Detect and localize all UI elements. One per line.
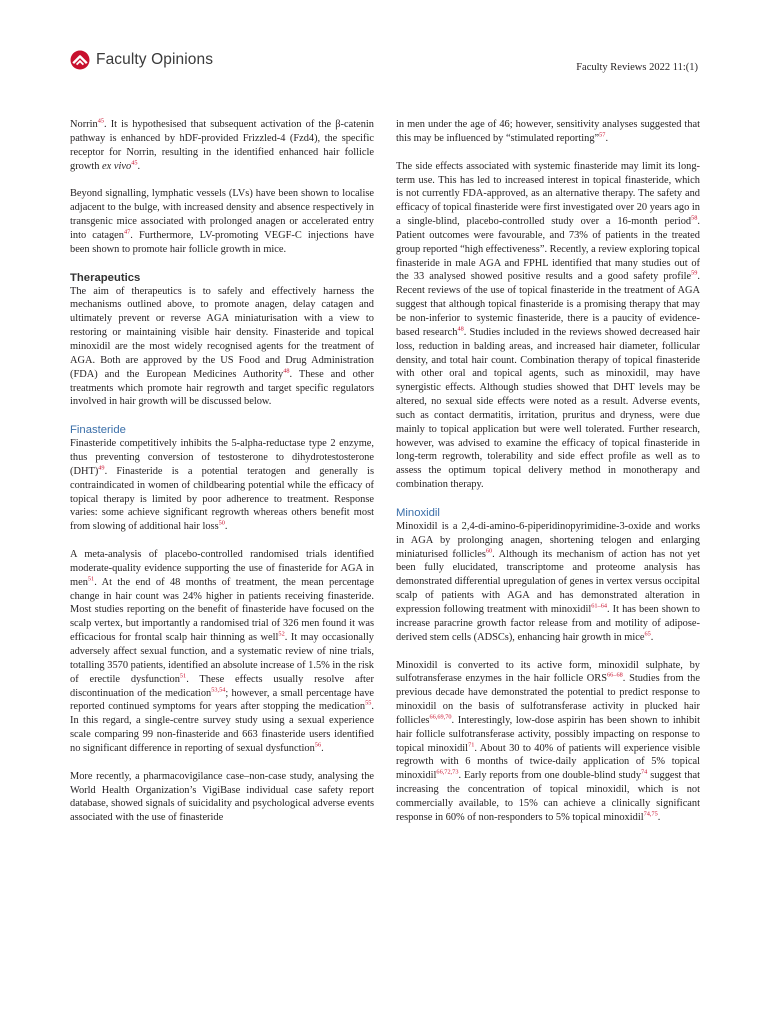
journal-citation: Faculty Reviews 2022 11:(1) (576, 62, 698, 73)
brand-logo[interactable] (70, 50, 213, 70)
reference-link[interactable]: 49 (98, 464, 105, 472)
subsection-heading-minoxidil: Minoxidil (396, 506, 440, 519)
brand-name: Faculty Opinions (96, 51, 214, 68)
reference-link[interactable]: 45 (131, 159, 138, 167)
reference-link[interactable]: 47 (124, 228, 131, 236)
faculty-opinions-logo-icon (70, 50, 90, 70)
reference-link[interactable]: 55 (365, 699, 372, 707)
paragraph: Finasteride competitively inhibits the 5-alpha-reductase type 2 enzyme, thus preventing conversion of testosterone to dihydrotestosterone (DHT)$^{49}$. Finasteride is a potential teratogen and generally is contraindicated in women of childbearing potential while the efficacy of topical therapy is limited by poor adherence to treatment. Response varies: some achieve significant regrowth whereas others benefit most from slowing of additional hair loss$^{50}$. (70, 438, 374, 533)
section-heading-therapeutics: Therapeutics (70, 271, 141, 284)
reference-link[interactable]: 61–64 (591, 602, 607, 610)
reference-link[interactable]: 74 (641, 768, 648, 776)
right-column (396, 118, 700, 839)
reference-link[interactable]: 71 (468, 741, 475, 749)
reference-link[interactable]: 66,72,73 (436, 768, 459, 776)
paragraph: in men under the age of 46; however, sensitivity analyses suggested that this may be influenced by “stimulated reporting”$^{57}$. (396, 119, 700, 144)
subsection-heading-finasteride: Finasteride (70, 424, 126, 437)
paragraph: The side effects associated with systemic finasteride may limit its long-term use. This has led to increased interest in topical finasteride, which is not currently FDA-approved, as an alternative therapy. The safety and efficacy of topical finasteride were first investigated over 20 years ago in a single-blind, placebo-controlled study over a 16-month period$^{58}$. Patient outcomes were favourable, and 73% of patients in the treated group reported “high effectiveness”. Recently, a review exploring topical finasteride in male AGA and FPHL identified that many studies out of the 33 analysed showed positive results and a good safety profile$^{59}$. Recent reviews of the use of topical finasteride in the treatment of AGA suggest that although topical finasteride is a promising therapy that may be non-inferior to systemic finasteride, there is a paucity of evidence-based research$^{48}$. Studies included in the reviews showed decreased hair loss, reduction in balding areas, and increased hair diameter, follicular density, and total hair count. Combination therapy of topical finasteride with other oral and topical agents, such as minoxidil, may have synergistic effects. Although studies showed that DHT levels may be altered, no sexual side effects were noted as a result. Adverse events, such as contact dermatitis, irritation, pruritus and dryness, were due mainly to topical application but were well tolerated. Further research, however, was advised to examine the efficacy of topical finasteride in long-term regrowth, tolerability and side effect profile as well as to assess the optimum topical delivery method in monotherapy and combination therapy. (396, 160, 700, 491)
reference-link[interactable]: 48 (457, 325, 464, 333)
reference-link[interactable]: 52 (278, 630, 285, 638)
reference-link[interactable]: 48 (283, 367, 290, 375)
paragraph: Minoxidil is a 2,4-di-amino-6-piperidinopyrimidine-3-oxide and works in AGA by prolonging anagen, shortening telogen and enlarging miniaturised follicles$^{60}$. Although its mechanism of action has not yet been fully elucidated, transcriptome and proteome analysis has demonstrated differential upregulation of genes in vertex versus occipital scalp of patients with AGA and has demonstrated alteration in expression following treatment with minoxidil$^{61-64}$. It has been shown to increase paracrine growth factor release from and motility of adipose-derived stem cells (ADSCs), enhancing hair growth in mice$^{65}$. (396, 520, 700, 643)
paragraph: Norrin$^{45}$. It is hypothesised that subsequent activation of the β-catenin pathway is enhanced by hDF-provided Frizzled-4 (Fzd4), the specific receptor for Norrin, resulting in the identified enhanced hair follicle growth ex vivo$^{45}$. (70, 117, 374, 172)
reference-link[interactable]: 66–68 (607, 671, 623, 679)
reference-link[interactable]: 50 (218, 519, 225, 527)
paragraph: More recently, a pharmacovigilance case–non-case study, analysing the World Health Organization’s VigiBase individual case safety report database, showed signals of suicidality and psychological adverse events associated with the use of finasteride (70, 770, 374, 824)
reference-link[interactable]: 74,75 (643, 810, 658, 818)
reference-link[interactable]: 45 (97, 117, 104, 125)
reference-link[interactable]: 57 (599, 131, 606, 139)
reference-link[interactable]: 51 (87, 575, 95, 583)
reference-link[interactable]: 58 (691, 214, 698, 222)
reference-link[interactable]: 59 (691, 269, 698, 277)
reference-link[interactable]: 51 (179, 672, 187, 680)
reference-link[interactable]: 65 (644, 630, 651, 638)
paragraph: Minoxidil is converted to its active form, minoxidil sulphate, by sulfotransferase enzymes in the hair follicle ORS$^{66-68}$. Studies from the previous decade have demonstrated the potential to predict response to minoxidil on the basis of sulfotransferase activity in plucked hair follicles$^{66,69,70}$. Interestingly, low-dose aspirin has been shown to inhibit hair follicle sulfotransferase activity, possibly impacting on response to topical minoxidil$^{71}$. About 30 to 40% of patients will experience visible regrowth with 6 months of twice-daily application of 5% topical minoxidil$^{66,72,73}$. Early reports from one double-blind study$^{74}$ suggest that increasing the concentration of topical minoxidil, which is not commercially available, to 15% can achieve a clinically significant response in 60% of non-responders to 5% topical minoxidil$^{74,75}$. (396, 659, 700, 823)
page-header (70, 50, 698, 76)
reference-link[interactable]: 53,54 (211, 686, 226, 694)
paragraph: A meta-analysis of placebo-controlled randomised trials identified moderate-quality evidence supporting the use of finasteride for AGA in men$^{51}$. At the end of 48 months of treatment, the mean percentage change in hair count was 24% higher in patients receiving finasteride. Most studies reporting on the benefit of finasteride have focused on the scalp vertex, but importantly a randomised trial of 326 men found it was efficacious for frontal scalp hair thinning as well$^{52}$. It may occasionally adversely affect sexual function, and a systematic review of nine trials, totalling 3570 patients, identified an absolute increase of 1.5% in the risk of erectile dysfunction$^{51}$. These effects usually resolve after discontinuation of the medication$^{53,54}$; however, a small percentage have reported continued symptoms for years after stopping the medication$^{55}$. In this regard, a single-centre survey study using a sexual experience scale comparing 99 non-finasteride and 663 finasteride users identified no significant difference in reporting of sexual dysfunction$^{56}$. (70, 549, 374, 754)
reference-link[interactable]: 66,69,70 (429, 713, 452, 721)
reference-link[interactable]: 56 (314, 741, 322, 749)
paragraph: The aim of therapeutics is to safely and effectively harness the mechanisms outlined above, to promote anagen, delay catagen and ultimately prevent or reverse AGA miniaturisation with a view to restoring or maintaining visible hair density. Finasteride and topical minoxidil are the most widely recognised agents for the treatment of AGA. Both are approved by the US Food and Drug Administration (FDA) and the European Medicines Authority$^{48}$. These and other treatments which promote hair regrowth and target specific regulators involved in hair growth will be discussed below. (70, 285, 374, 408)
paragraph: Beyond signalling, lymphatic vessels (LVs) have been shown to localise adjacent to the bulge, with increased density and absence respectively in transgenic mice associated with prolonged anagen or accelerated entry into catagen$^{47}$. Furthermore, LV-promoting VEGF-C injections have been shown to promote hair follicle growth in mice. (70, 188, 374, 255)
reference-link[interactable]: 60 (485, 547, 493, 555)
left-column (70, 118, 374, 839)
